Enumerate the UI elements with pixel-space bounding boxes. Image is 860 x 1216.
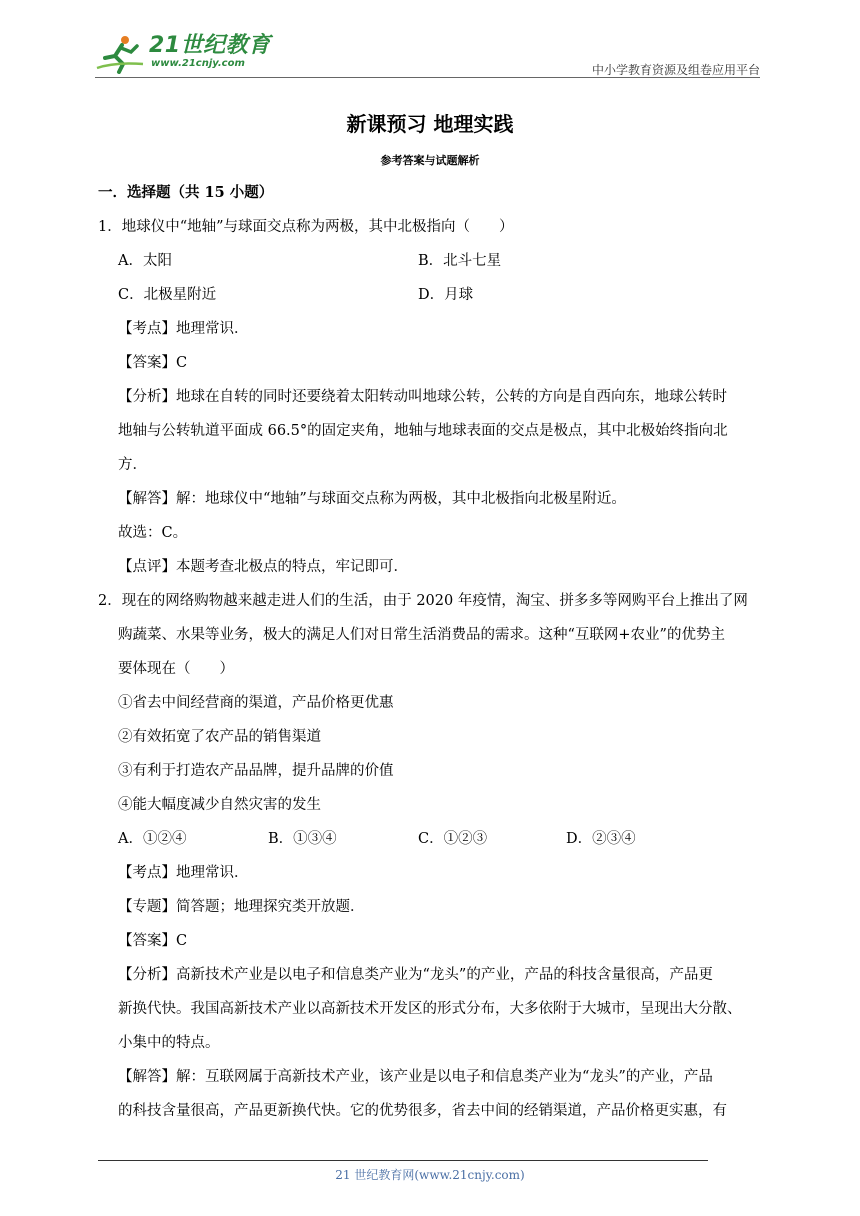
logo-url: www.21cnjy.com [151, 58, 245, 69]
q2-stem-line-2: 购蔬菜、水果等业务，极大的满足人们对日常生活消费品的需求。这种“互联网+农业”的优势主 [118, 627, 725, 643]
q1-comment-tag: 【点评】 [118, 559, 176, 575]
q2-analysis-tag: 【分析】 [118, 967, 176, 983]
header-divider [95, 77, 760, 78]
q2-analysis-text-1: 高新技术产业是以电子和信息类产业为“龙头”的产业，产品的科技含量很高，产品更 [176, 967, 713, 983]
q1-option-a: A．太阳 [118, 253, 172, 269]
platform-tagline: 中小学教育资源及组卷应用平台 [591, 63, 760, 77]
q1-kaodian [118, 319, 249, 339]
q1-analysis-line-3: 方． [118, 457, 147, 473]
q1-option-c: C．北极星附近 [118, 287, 217, 303]
q2-answer-tag: 【答案】 [118, 933, 176, 949]
q2-kaodian [118, 863, 249, 883]
page-header [95, 30, 760, 80]
q2-stem-line-1: 2．现在的网络购物越来越走进人们的生活，由于 2020 年疫情，淘宝、拼多多等网购平台上推出了网 [98, 593, 748, 609]
q2-kaodian-text: 地理常识． [176, 865, 249, 881]
q1-option-d: D．月球 [418, 287, 474, 303]
site-logo[interactable] [95, 34, 271, 74]
q1-answer-tag: 【答案】 [118, 355, 176, 371]
q1-stem: 1．地球仪中“地轴”与球面交点称为两极，其中北极指向（ ） [98, 219, 514, 235]
q2-topic [118, 897, 365, 917]
q2-item-4: ④能大幅度减少自然灾害的发生 [118, 797, 321, 813]
q1-solution-text: 解：地球仪中“地轴”与球面交点称为两极，其中北极指向北极星附近。 [176, 491, 626, 507]
q2-topic-text: 简答题；地理探究类开放题． [176, 899, 365, 915]
q2-item-3: ③有利于打造农产品品牌，提升品牌的价值 [118, 763, 394, 779]
q2-item-1: ①省去中间经营商的渠道，产品价格更优惠 [118, 695, 394, 711]
q1-choose: 故选：C。 [118, 525, 188, 541]
q2-answer [118, 931, 187, 951]
q1-kaodian-text: 地理常识． [176, 321, 249, 337]
q1-analysis-line-2: 地轴与公转轨道平面成 66.5°的固定夹角，地轴与地球表面的交点是极点，其中北极始终指向北 [118, 423, 728, 439]
q2-kaodian-tag: 【考点】 [118, 865, 176, 881]
q1-comment [118, 557, 408, 577]
q2-analysis-line-1 [118, 965, 713, 985]
running-figure-icon [95, 34, 147, 74]
q2-option-c: C．①②③ [418, 831, 488, 847]
q1-kaodian-tag: 【考点】 [118, 321, 176, 337]
q2-option-d: D．②③④ [566, 831, 636, 847]
q2-stem-line-3: 要体现在（ ） [118, 661, 234, 677]
q2-analysis-line-3: 小集中的特点。 [118, 1035, 220, 1051]
q2-solution-tag: 【解答】 [118, 1069, 176, 1085]
q2-option-b: B．①③④ [268, 831, 337, 847]
q1-analysis-line-1 [118, 387, 727, 407]
q2-solution-text-1: 解：互联网属于高新技术产业，该产业是以电子和信息类产业为“龙头”的产业，产品 [176, 1069, 713, 1085]
q1-option-b: B．北斗七星 [418, 253, 502, 269]
q1-analysis-text-1: 地球在自转的同时还要绕着太阳转动叫地球公转，公转的方向是自西向东，地球公转时 [176, 389, 727, 405]
footer-divider [98, 1160, 708, 1161]
q2-solution-line-2: 的科技含量很高，产品更新换代快。它的优势很多，省去中间的经销渠道，产品价格更实惠，有 [118, 1103, 727, 1119]
q2-analysis-line-2: 新换代快。我国高新技术产业以高新技术开发区的形式分布，大多依附于大城市，呈现出大分散、 [118, 1001, 742, 1017]
logo-wordmark: 21世纪教育 [149, 33, 271, 58]
q1-solution-tag: 【解答】 [118, 491, 176, 507]
q1-answer-text: C [176, 355, 188, 371]
q2-topic-tag: 【专题】 [118, 899, 176, 915]
q2-solution-line-1 [118, 1067, 713, 1087]
q1-answer [118, 353, 187, 373]
q2-option-a: A．①②④ [118, 831, 187, 847]
q2-item-2: ②有效拓宽了农产品的销售渠道 [118, 729, 321, 745]
section-heading: 一．选择题（共 15 小题） [98, 184, 274, 201]
q1-comment-text: 本题考查北极点的特点，牢记即可． [176, 559, 408, 575]
q2-answer-text: C [176, 933, 188, 949]
q1-analysis-tag: 【分析】 [118, 389, 176, 405]
page-subtitle: 参考答案与试题解析 [380, 154, 480, 167]
q1-solution [118, 489, 626, 509]
page-title: 新课预习 地理实践 [346, 112, 514, 136]
footer-link[interactable]: 21 世纪教育网(www.21cnjy.com) [335, 1168, 525, 1182]
